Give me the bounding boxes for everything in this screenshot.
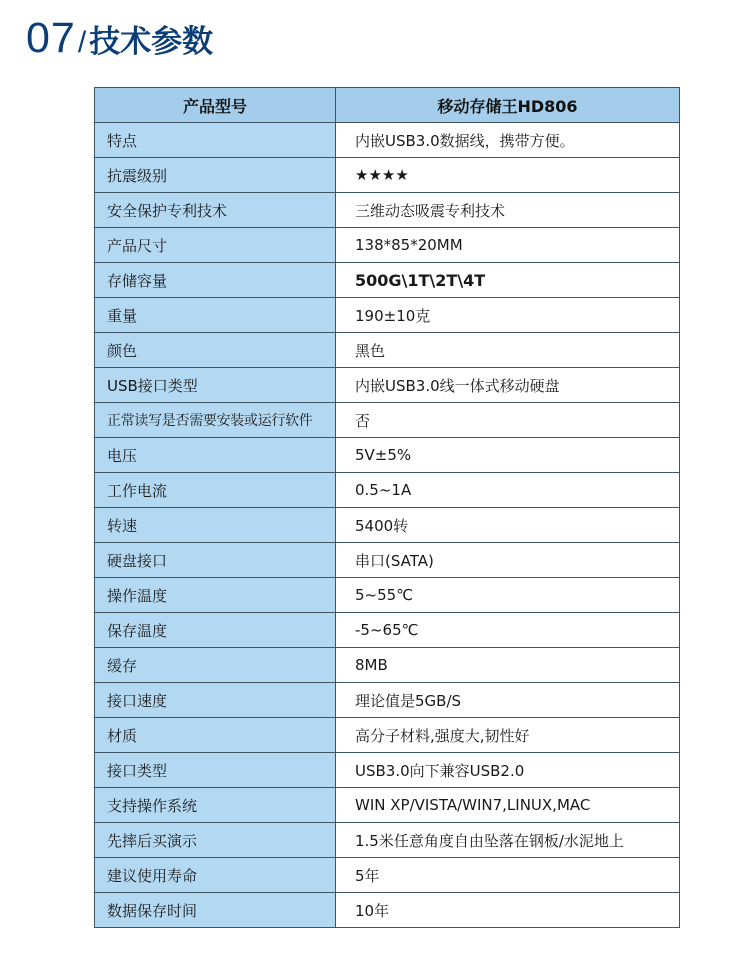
table-row [95, 473, 680, 508]
table-row [95, 613, 680, 648]
spec-label: 材质 [95, 718, 336, 753]
table-row [95, 403, 680, 438]
spec-value: WIN XP/VISTA/WIN7,LINUX,MAC [336, 788, 680, 823]
spec-label: 电压 [95, 438, 336, 473]
table-row [95, 683, 680, 718]
spec-value: 5年 [336, 858, 680, 893]
spec-label: 数据保存时间 [95, 893, 336, 928]
spec-label: 颜色 [95, 333, 336, 368]
spec-value: 0.5~1A [336, 473, 680, 508]
spec-label: 缓存 [95, 648, 336, 683]
spec-value: 理论值是5GB/S [336, 683, 680, 718]
spec-label: 支持操作系统 [95, 788, 336, 823]
table-row [95, 123, 680, 158]
table-row [95, 158, 680, 193]
spec-value: 三维动态吸震专利技术 [336, 193, 680, 228]
header-model-value: 移动存储王HD806 [336, 88, 680, 123]
spec-value: 内嵌USB3.0线一体式移动硬盘 [336, 368, 680, 403]
spec-label: 建议使用寿命 [95, 858, 336, 893]
section-heading [26, 14, 213, 74]
section-number: 07 [26, 14, 76, 62]
spec-label: 先摔后买演示 [95, 823, 336, 858]
spec-label: 接口类型 [95, 753, 336, 788]
spec-value: 1.5米任意角度自由坠落在钢板/水泥地上 [336, 823, 680, 858]
table-row [95, 228, 680, 263]
table-row [95, 543, 680, 578]
spec-label: 存储容量 [95, 263, 336, 298]
spec-value: 5V±5% [336, 438, 680, 473]
spec-value: 500G\1T\2T\4T [336, 263, 680, 298]
spec-table [94, 87, 680, 928]
section-slash: / [77, 26, 87, 59]
table-row [95, 648, 680, 683]
spec-value: 否 [336, 403, 680, 438]
spec-value: USB3.0向下兼容USB2.0 [336, 753, 680, 788]
table-row [95, 753, 680, 788]
spec-label: 特点 [95, 123, 336, 158]
spec-label: 产品尺寸 [95, 228, 336, 263]
spec-label: 操作温度 [95, 578, 336, 613]
table-row [95, 508, 680, 543]
table-row [95, 193, 680, 228]
table-row [95, 788, 680, 823]
spec-value: 5400转 [336, 508, 680, 543]
spec-label: 抗震级别 [95, 158, 336, 193]
spec-label: 硬盘接口 [95, 543, 336, 578]
spec-label: 安全保护专利技术 [95, 193, 336, 228]
spec-value: 10年 [336, 893, 680, 928]
header-model-label: 产品型号 [95, 88, 336, 123]
spec-value: 5~55℃ [336, 578, 680, 613]
table-row [95, 368, 680, 403]
spec-label: USB接口类型 [95, 368, 336, 403]
table-row [95, 438, 680, 473]
spec-value: ★★★★ [336, 158, 680, 193]
table-row [95, 333, 680, 368]
spec-value: 黑色 [336, 333, 680, 368]
spec-label: 正常读写是否需要安装或运行软件 [95, 403, 336, 438]
table-header-row [95, 88, 680, 123]
table-row [95, 858, 680, 893]
spec-label: 工作电流 [95, 473, 336, 508]
table-row [95, 578, 680, 613]
spec-label: 保存温度 [95, 613, 336, 648]
table-row [95, 823, 680, 858]
table-row [95, 263, 680, 298]
table-row [95, 893, 680, 928]
spec-label: 接口速度 [95, 683, 336, 718]
spec-label: 转速 [95, 508, 336, 543]
spec-value: 8MB [336, 648, 680, 683]
table-row [95, 298, 680, 333]
spec-value: 高分子材料,强度大,韧性好 [336, 718, 680, 753]
spec-label: 重量 [95, 298, 336, 333]
section-title: 技术参数 [89, 24, 214, 60]
spec-value: 串口(SATA) [336, 543, 680, 578]
spec-value: 190±10克 [336, 298, 680, 333]
spec-value: 内嵌USB3.0数据线，携带方便。 [336, 123, 680, 158]
spec-value: 138*85*20MM [336, 228, 680, 263]
spec-value: -5~65℃ [336, 613, 680, 648]
table-row [95, 718, 680, 753]
